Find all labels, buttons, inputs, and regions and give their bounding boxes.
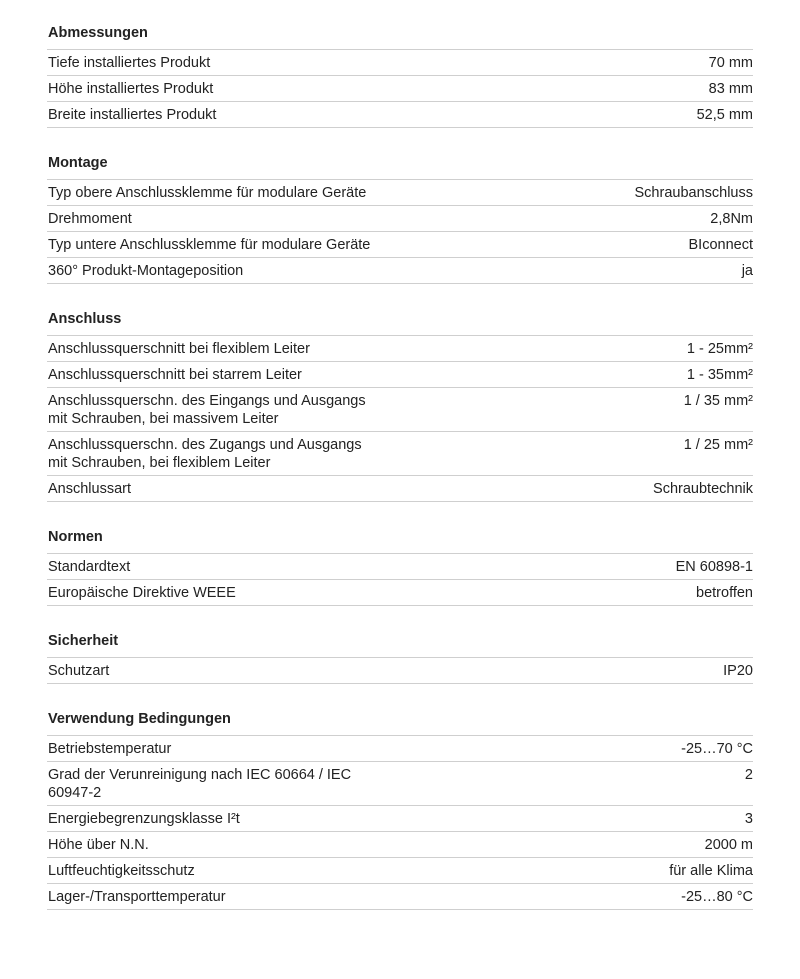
spec-label: Energiebegrenzungsklasse I²t — [48, 811, 240, 827]
spec-table — [47, 554, 753, 606]
spec-table — [47, 736, 753, 910]
spec-value: 3 — [744, 811, 753, 827]
spec-label: Tiefe installiertes Produkt — [48, 55, 211, 71]
spec-value: 2,8Nm — [710, 211, 753, 227]
spec-label: Breite installiertes Produkt — [48, 107, 217, 123]
spec-value: 1 - 25mm² — [686, 341, 753, 357]
spec-row — [47, 736, 753, 762]
spec-row — [47, 884, 753, 910]
section-normen — [47, 529, 753, 606]
spec-label: Anschlussquerschnitt bei starrem Leiter — [48, 367, 302, 383]
spec-value: 70 mm — [708, 55, 753, 71]
spec-label: Europäische Direktive WEEE — [48, 585, 236, 601]
spec-value: 2 — [744, 767, 753, 783]
spec-value: für alle Klima — [669, 863, 753, 879]
section-title: Normen — [47, 529, 753, 554]
spec-row — [47, 858, 753, 884]
section-abmessungen — [47, 25, 753, 128]
section-montage — [47, 155, 753, 284]
spec-row — [47, 432, 753, 476]
section-title: Sicherheit — [47, 633, 753, 658]
spec-value: -25…70 °C — [681, 741, 753, 757]
spec-label: Betriebstemperatur — [48, 741, 172, 757]
spec-table — [47, 336, 753, 502]
spec-value: BIconnect — [688, 237, 753, 253]
spec-value: Schraubanschluss — [634, 185, 753, 201]
spec-table — [47, 50, 753, 128]
spec-label: Schutzart — [48, 663, 110, 679]
spec-row — [47, 806, 753, 832]
spec-value: 1 - 35mm² — [686, 367, 753, 383]
spec-value: -25…80 °C — [681, 889, 753, 905]
spec-row — [47, 658, 753, 684]
spec-value: 2000 m — [704, 837, 753, 853]
spec-row — [47, 362, 753, 388]
spec-value: ja — [741, 263, 753, 279]
spec-label: Drehmoment — [48, 211, 132, 227]
spec-label: 360° Produkt-Montageposition — [48, 263, 244, 279]
spec-row — [47, 554, 753, 580]
section-title: Verwendung Bedingungen — [47, 711, 753, 736]
spec-row — [47, 336, 753, 362]
spec-value: Schraubtechnik — [653, 481, 753, 497]
spec-label: Höhe über N.N. — [48, 837, 149, 853]
spec-row — [47, 580, 753, 606]
spec-row — [47, 50, 753, 76]
section-sicherheit — [47, 633, 753, 684]
spec-row — [47, 180, 753, 206]
spec-value: 1 / 25 mm² — [683, 437, 753, 453]
spec-table — [47, 180, 753, 284]
spec-row — [47, 388, 753, 432]
section-verwendung-bedingungen — [47, 711, 753, 910]
spec-label: Anschlussart — [48, 481, 132, 497]
spec-row — [47, 832, 753, 858]
spec-row — [47, 206, 753, 232]
spec-label: Standardtext — [48, 559, 131, 575]
section-anschluss — [47, 311, 753, 502]
spec-label: Anschlussquerschn. des Eingangs und Ausgangs mit Schrauben, bei massivem Leiter — [48, 393, 366, 427]
spec-row — [47, 76, 753, 102]
spec-value: 52,5 mm — [696, 107, 753, 123]
spec-value: IP20 — [723, 663, 753, 679]
spec-row — [47, 762, 753, 806]
spec-value: 1 / 35 mm² — [683, 393, 753, 409]
spec-label: Lager-/Transporttemperatur — [48, 889, 226, 905]
section-title: Anschluss — [47, 311, 753, 336]
section-title: Abmessungen — [47, 25, 753, 50]
spec-label: Anschlussquerschnitt bei flexiblem Leiter — [48, 341, 310, 357]
spec-label: Typ obere Anschlussklemme für modulare Geräte — [48, 185, 367, 201]
spec-row — [47, 232, 753, 258]
spec-row — [47, 102, 753, 128]
spec-label: Typ untere Anschlussklemme für modulare Geräte — [48, 237, 371, 253]
spec-row — [47, 258, 753, 284]
spec-value: 83 mm — [708, 81, 753, 97]
spec-table — [47, 658, 753, 684]
spec-label: Luftfeuchtigkeitsschutz — [48, 863, 195, 879]
spec-label: Grad der Verunreinigung nach IEC 60664 / IEC 60947-2 — [48, 767, 352, 801]
spec-row — [47, 476, 753, 502]
spec-label: Höhe installiertes Produkt — [48, 81, 214, 97]
spec-value: betroffen — [696, 585, 753, 601]
spec-value: EN 60898-1 — [675, 559, 753, 575]
section-title: Montage — [47, 155, 753, 180]
spec-label: Anschlussquerschn. des Zugangs und Ausgangs mit Schrauben, bei flexiblem Leiter — [48, 437, 362, 471]
